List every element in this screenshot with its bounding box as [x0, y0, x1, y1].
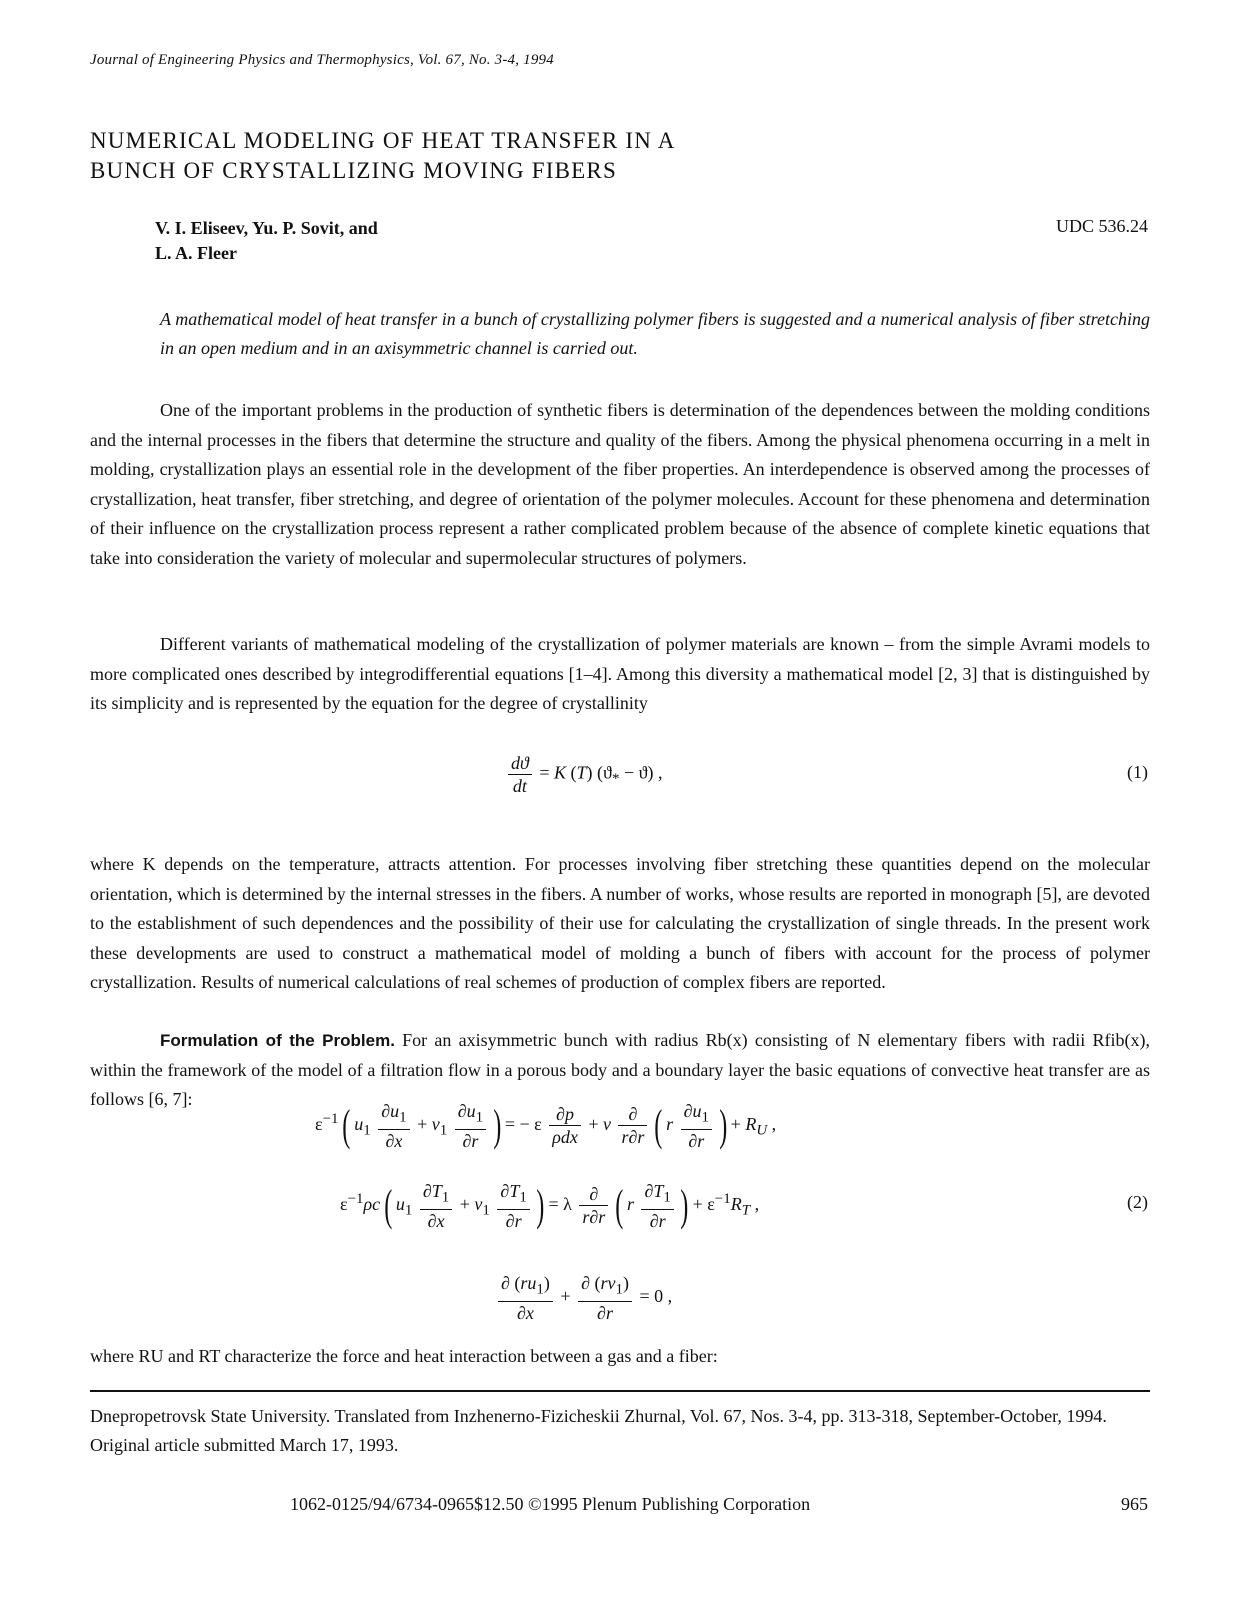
paragraph-4-text: For an axisymmetric bunch with radius Rb(x) consisting of N elementary fibers with radii Rfib(x), within the framework of the model of a filtration flow in a porous body and a boundary layer the basic equations of convective heat transfer are as follows [6, 7]: — [90, 1030, 1150, 1109]
equation-2-number: (2) — [1127, 1192, 1148, 1212]
equation-2-momentum: $\varepsilon^{-1}$ ( $u_1$ $\frac{\partial u_1}{\partial x}$ + $v_1$ $\frac{\partial u_1}{\partial r}$ ) = − ε $\frac{\partial p}{\text{ρdx}}$ + ν $\frac{\partial}{r\partial r}$ ( r $\frac{\partial u_1}{\partial r}$ ) + $R_U$ , — [315, 1100, 777, 1151]
article-title-line1: NUMERICAL MODELING OF HEAT TRANSFER IN A — [90, 128, 676, 153]
article-title — [90, 126, 850, 186]
paragraph-5: where RU and RT characterize the force and heat interaction between a gas and a fiber: — [90, 1346, 718, 1366]
authors — [155, 216, 378, 266]
footnote-divider — [90, 1390, 1150, 1392]
paragraph-3-text: where K depends on the temperature, attracts attention. For processes involving fiber stretching these quantities depend on the molecular orientation, which is determined by the internal stresses in the fibers. A number of works, whose results are reported in monograph [5], are devoted to the establishment of such dependences and the possibility of their use for calculating the crystallization of single threads. In the present work these developments are used to construct a mathematical model of molding a bunch of fibers with account for the process of polymer crystallization. Results of numerical calculations of real schemes of production of complex fibers are reported. — [90, 854, 1150, 992]
article-title-line2: BUNCH OF CRYSTALLIZING MOVING FIBERS — [90, 158, 617, 183]
equation-1: $\frac{dϑ}{dt}$ = K (T) $(ϑ_* - ϑ)$ , — [505, 752, 663, 797]
paragraph-3 — [90, 850, 1150, 998]
udc-code: UDC 536.24 — [1055, 216, 1148, 236]
authors-line1: V. I. Eliseev, Yu. P. Sovit, and — [155, 218, 378, 238]
section-heading: Formulation of the Problem. — [160, 1031, 395, 1050]
equation-2-energy: $\varepsilon^{-1}\rho c$ ( $u_1$ $\frac{\partial T_1}{\partial x}$ + $v_1$ $\frac{\partial T_1}{\partial r}$ ) = λ $\frac{\partial}{r\partial r}$ ( r $\frac{\partial T_1}{\partial r}$ ) + $\varepsilon^{-1}R_T$ , — [340, 1180, 760, 1231]
equation-1-number: (1) — [1127, 762, 1148, 782]
journal-header: Journal of Engineering Physics and Thermophysics, Vol. 67, No. 3-4, 1994 — [90, 52, 554, 68]
page-number: 965 — [1121, 1494, 1148, 1514]
equation-2-continuity: $\frac{\partial (ru_1)}{\partial x}$ + $\frac{\partial (rv_1)}{\partial r}$ = 0 , — [495, 1272, 672, 1324]
abstract: A mathematical model of heat transfer in a bunch of crystallizing polymer fibers is suggested and a numerical analysis of fiber stretching in an open medium and in an axisymmetric channel is carried out. — [160, 309, 1150, 358]
paragraph-1: One of the important problems in the production of synthetic fibers is determination of the dependences between the molding conditions and the internal processes in the fibers that determine the structure and quality of the fibers. Among the physical phenomena occurring in a melt in molding, crystallization plays an essential role in the development of the fiber properties. An interdependence is observed among the processes of crystallization, heat transfer, fiber stretching, and degree of orientation of the polymer molecules. Account for these phenomena and determination of their influence on the crystallization process represent a rather complicated problem because of the absence of complete kinetic equations that take into consideration the variety of molecular and supermolecular structures of polymers. — [90, 400, 1150, 568]
footnote-affiliation: Dnepropetrovsk State University. Translated from Inzhenerno-Fizicheskii Zhurnal, Vol. 67, Nos. 3-4, pp. 313-318, September-October, 1994. Original article submitted March 17, 1993. — [90, 1406, 1107, 1455]
publication-code: 1062-0125/94/6734-0965$12.50 ©1995 Plenum Publishing Corporation — [290, 1494, 811, 1514]
paragraph-2: Different variants of mathematical modeling of the crystallization of polymer materials are known – from the simple Avrami models to more complicated ones described by integrodifferential equations [1–4]. Among this diversity a mathematical model [2, 3] that is distinguished by its simplicity and is represented by the equation for the degree of crystallinity — [90, 634, 1150, 713]
authors-line2: L. A. Fleer — [155, 243, 237, 263]
